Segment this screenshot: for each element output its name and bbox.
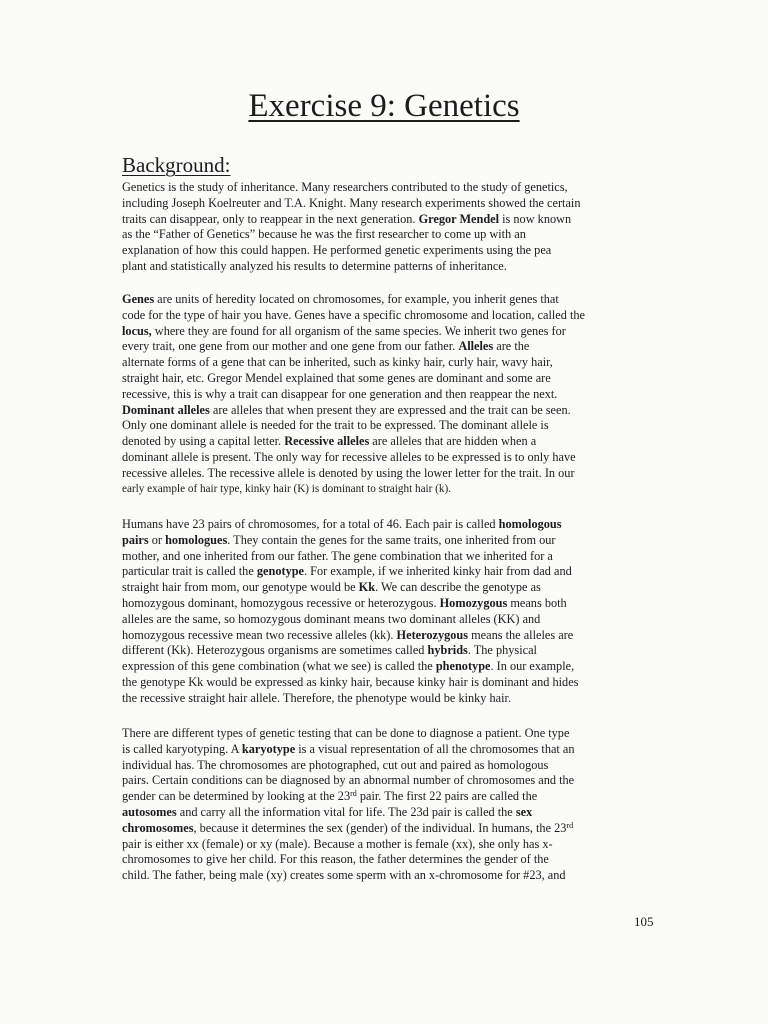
bold-term: Heterozygous [396,627,469,642]
bold-term: homologous [498,517,562,531]
text-line [122,549,670,565]
bold-term: Genes [122,292,155,306]
superscript: rd [350,789,357,799]
text-run: straight hair from mom, our genotype would be [122,580,359,595]
text-line [122,292,670,308]
bold-term: Gregor Mendel [418,211,500,226]
text-line [122,355,670,371]
text-run: . The physical [467,643,537,658]
bold-term: pairs [122,532,149,547]
text-line [122,308,670,324]
text-line [122,580,670,596]
text-line [122,403,670,419]
text-run: the recessive straight hair allele. Therefore, the phenotype would be kinky hair. [122,690,512,705]
text-run: straight hair, etc. Gregor Mendel explained that some genes are dominant and some are [122,370,551,385]
page-number: 105 [634,914,654,929]
bold-term: Alleles [458,339,494,354]
paragraph-genes-alleles [122,292,670,497]
superscript: rd [566,820,574,830]
text-line [122,758,670,774]
text-run: individual has. The chromosomes are photographed, cut out and paired as homologous [122,757,549,772]
text-run: mother, and one inherited from our father. The gene combination that we inherited for a [122,548,553,563]
text-run: denoted by using a capital letter. [122,434,285,449]
text-run: . We can describe the genotype as [375,580,541,595]
text-line [122,339,670,355]
text-line [122,418,670,434]
text-run: pair is either xx (female) or xy (male). Because a mother is female (xx), she only has x- [122,836,553,851]
text-run: are the [493,339,530,354]
text-line [122,821,670,837]
bold-term: hybrids [427,643,468,658]
text-run: Genetics is the study of inheritance. Many researchers contributed to the study of genetics, [122,180,568,194]
bold-term: autosomes [122,804,177,819]
text-run: is now known [499,211,572,226]
paragraph-genetics-intro [122,180,670,275]
text-run: , because it determines the sex (gender) of the individual. In humans, the 23 [193,820,567,835]
text-line [122,212,670,228]
text-run: are alleles that are hidden when a [369,434,537,449]
text-line [122,742,670,758]
text-line [122,324,670,340]
text-run: pairs. Certain conditions can be diagnosed by an abnormal number of chromosomes and the [122,773,575,788]
text-line [122,533,670,549]
text-run: alleles are the same, so homozygous dominant means two dominant alleles (KK) and [122,611,541,626]
text-line [122,517,670,533]
text-line [122,243,670,259]
bold-term: locus, [122,323,152,338]
text-run: particular trait is called the [122,564,257,579]
text-line [122,196,670,212]
text-run: early example of hair type, kinky hair (K) is dominant to straight hair (k). [122,482,452,495]
bold-term: phenotype [435,659,491,674]
text-line [122,434,670,450]
text-run: dominant allele is present. The only way for recessive alleles to be expressed is to only have [122,449,576,464]
text-run: the genotype Kk would be expressed as kinky hair, because kinky hair is dominant and hides [122,674,579,689]
text-run: are alleles that when present they are expressed and the trait can be seen. [209,402,571,417]
text-line [122,659,670,675]
bold-term: Recessive alleles [284,434,370,449]
text-line [122,564,670,580]
text-run: including Joseph Koelreuter and T.A. Knight. Many research experiments showed the certain [122,195,581,210]
text-run: code for the type of hair you have. Genes have a specific chromosome and location, called the [122,307,586,322]
text-line [122,259,670,275]
bold-term: Kk [358,580,376,595]
text-run: is a visual representation of all the chromosomes that an [295,741,575,756]
paragraph-karyotyping [122,726,670,884]
text-run: gender can be determined by looking at the 23 [122,789,351,804]
text-line [122,773,670,789]
text-line [122,387,670,403]
text-run: means both [507,595,567,610]
text-line [122,868,670,884]
bold-term: Homozygous [439,595,508,610]
text-run: explanation of how this could happen. He performed genetic experiments using the pea [122,243,552,258]
text-run: is called karyotyping. A [122,741,242,756]
text-run: recessive alleles. The recessive allele is denoted by using the lower letter for the trait. In our [122,465,575,480]
text-run: pair. The first 22 pairs are called the [356,789,538,804]
text-line [122,450,670,466]
text-run: . They contain the genes for the same traits, one inherited from our [227,532,556,547]
text-run: where they are found for all organism of the same species. We inherit two genes for [151,323,566,338]
text-run: are units of heredity located on chromosomes, for example, you inherit genes that [154,292,559,306]
text-line [122,675,670,691]
section-heading-background: Background: [122,153,231,177]
text-run: Humans have 23 pairs of chromosomes, for a total of 46. Each pair is called [122,517,499,531]
paragraph-chromosomes-genotype [122,517,670,707]
text-line [122,726,670,742]
text-line [122,837,670,853]
text-run: traits can disappear, only to reappear in the next generation. [122,211,419,226]
text-run: or [148,532,166,547]
text-line [122,628,670,644]
text-line [122,691,670,707]
page-title: Exercise 9: Genetics [248,88,520,124]
text-line [122,805,670,821]
text-line [122,371,670,387]
bold-term: chromosomes [122,820,194,835]
text-run: as the “Father of Genetics” because he was the first researcher to come up with an [122,227,526,242]
text-run: means the alleles are [468,627,574,642]
text-run: alternate forms of a gene that can be inherited, such as kinky hair, curly hair, wavy hair, [122,355,553,370]
text-line [122,612,670,628]
text-run: chromosomes to give her child. For this reason, the father determines the gender of the [122,852,549,867]
bold-term: sex [515,804,533,819]
bold-term: genotype [256,564,305,579]
text-run: Only one dominant allele is needed for the trait to be expressed. The dominant allele is [122,418,549,433]
text-run: homozygous dominant, homozygous recessive or heterozygous. [122,595,440,610]
text-line [122,596,670,612]
text-line [122,643,670,659]
text-run: There are different types of genetic testing that can be done to diagnose a patient. One type [122,726,570,740]
text-line [122,180,670,196]
text-line [122,482,670,498]
text-run: . In our example, [490,659,575,674]
text-line [122,789,670,805]
text-run: homozygous recessive mean two recessive alleles (kk). [122,627,397,642]
text-run: every trait, one gene from our mother and one gene from our father. [122,339,459,354]
text-run: plant and statistically analyzed his results to determine patterns of inheritance. [122,258,507,273]
text-line [122,227,670,243]
text-line [122,466,670,482]
text-run: child. The father, being male (xy) creates some sperm with an x-chromosome for #23, and [122,868,566,883]
text-run: . For example, if we inherited kinky hair from dad and [304,564,572,579]
text-line [122,852,670,868]
bold-term: homologues [165,532,228,547]
text-run: expression of this gene combination (what we see) is called the [122,659,436,674]
bold-term: Dominant alleles [122,402,210,417]
text-run: and carry all the information vital for life. The 23d pair is called the [176,804,516,819]
text-run: different (Kk). Heterozygous organisms are sometimes called [122,643,428,658]
text-run: recessive, this is why a trait can disappear for one generation and then reappear the next. [122,386,558,401]
bold-term: karyotype [241,741,296,756]
